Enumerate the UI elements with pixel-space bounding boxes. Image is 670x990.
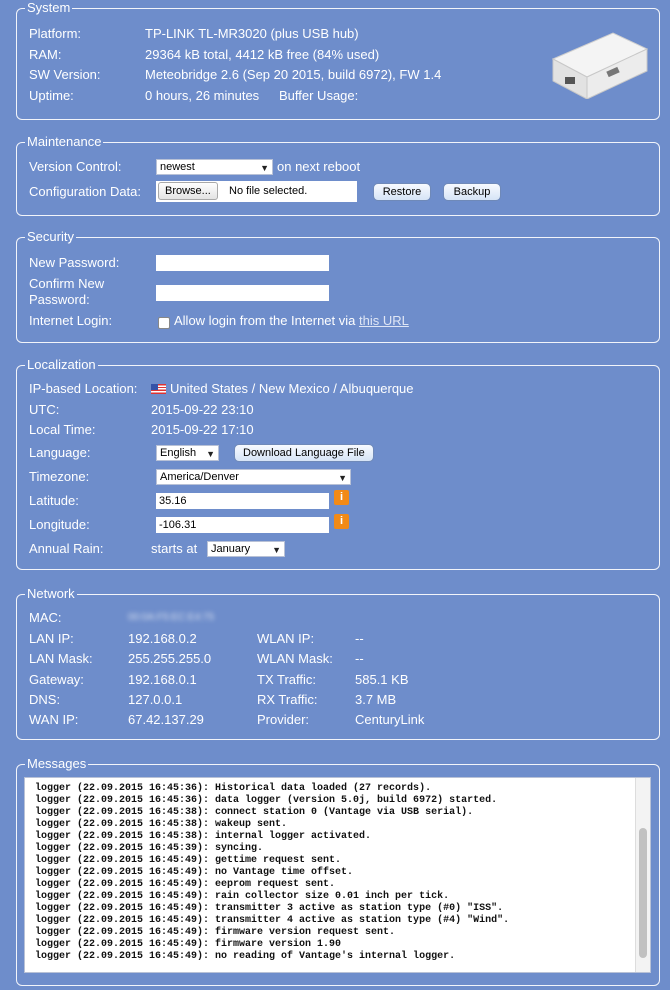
uptime-value: 0 hours, 26 minutes (145, 88, 260, 103)
localization-title: Localization (27, 357, 96, 372)
dns-value: 127.0.0.1 (128, 692, 183, 707)
new-password-label: New Password: (29, 255, 120, 270)
messages-log-area[interactable] (24, 777, 651, 973)
rain-month-value: January (211, 543, 251, 555)
messages-scrollbar[interactable] (635, 778, 650, 972)
mac-value: 00:0A:F5:EC:E4:75 (128, 612, 215, 623)
localization-section (16, 357, 660, 570)
rain-prefix: starts at (151, 541, 198, 556)
confirm-password-label-line2: Password: (29, 292, 90, 307)
provider-value: CenturyLink (355, 712, 425, 727)
timezone-select[interactable] (156, 469, 351, 485)
local-time-value: 2015-09-22 17:10 (151, 422, 254, 437)
wlan-ip-value: -- (355, 631, 364, 646)
language-value: English (160, 447, 197, 459)
network-title: Network (27, 586, 75, 601)
latitude-label: Latitude: (29, 493, 79, 508)
wan-ip-label: WAN IP: (29, 712, 79, 727)
chevron-down-icon: ▼ (272, 545, 281, 555)
timezone-value: America/Denver (160, 471, 239, 483)
utc-value: 2015-09-22 23:10 (151, 402, 254, 417)
restore-button[interactable]: Restore (373, 183, 431, 201)
dns-label: DNS: (29, 692, 61, 707)
maintenance-section (16, 134, 660, 216)
confirm-password-input[interactable] (156, 285, 329, 301)
download-language-button[interactable]: Download Language File (234, 444, 374, 462)
security-title: Security (27, 229, 74, 244)
version-control-value: newest (160, 161, 195, 173)
longitude-info-icon[interactable]: i (334, 514, 349, 529)
allow-login-label: Allow login from the Internet via (174, 313, 356, 328)
confirm-password-label-line1: Confirm New (29, 276, 105, 291)
messages-log-text: logger (22.09.2015 16:45:36): Historical data loaded (27 records). logger (22.09.2015 16:45:36): data logger (version 5.0j, build 6972) started. logger (22.09.2015 16:45:38): connect station 0 (Vantage via USB serial). logger (22.09.2015 16:45:38): wakeup sent. logger (22.09.2015 16:45:38): internal logger activated. logger (22.09.2015 16:45:39): syncing. logger (22.09.2015 16:45:49): gettime request sent. logger (22.09.2015 16:45:49): no Vantage time offset. logger (22.09.2015 16:45:49): eeprom request sent. logger (22.09.2015 16:45:49): rain collector size 0.01 inch per tick. logger (22.09.2015 16:45:49): transmitter 3 active as station type (#0) "ISS". logger (22.09.2015 16:45:49): transmitter 4 active as station type (#4) "Wind". logger (22.09.2015 16:45:49): firmware version request sent. logger (22.09.2015 16:45:49): firmware version 1.90 logger (22.09.2015 16:45:49): no reading of Vantage's internal logger. (35, 783, 510, 962)
annual-rain-label: Annual Rain: (29, 541, 104, 556)
timezone-label: Timezone: (29, 469, 90, 484)
messages-section (16, 756, 660, 986)
allow-login-text (174, 313, 409, 329)
maintenance-title: Maintenance (27, 134, 102, 149)
backup-button[interactable]: Backup (443, 183, 501, 201)
messages-title: Messages (27, 756, 87, 771)
latitude-info-icon[interactable]: i (334, 490, 349, 505)
allow-internet-login-checkbox[interactable] (158, 317, 170, 329)
system-section (16, 0, 660, 120)
sw-version-value: Meteobridge 2.6 (Sep 20 2015, build 6972), FW 1.4 (145, 67, 442, 82)
chevron-down-icon: ▼ (338, 473, 347, 483)
lan-ip-value: 192.168.0.2 (128, 631, 197, 646)
new-password-input[interactable] (156, 255, 329, 271)
provider-label: Provider: (257, 712, 310, 727)
latitude-input[interactable]: 35.16 (156, 493, 329, 509)
ip-location (151, 381, 414, 397)
system-title: System (27, 0, 71, 15)
wlan-ip-label: WLAN IP: (257, 631, 315, 646)
ram-label: RAM: (29, 47, 62, 62)
security-section (16, 229, 660, 343)
rain-month-select[interactable] (207, 541, 285, 557)
us-flag-icon (151, 384, 166, 394)
config-data-label: Configuration Data: (29, 184, 142, 199)
router-device-image (543, 19, 653, 99)
version-control-label: Version Control: (29, 159, 122, 174)
lan-mask-value: 255.255.255.0 (128, 651, 212, 666)
local-time-label: Local Time: (29, 422, 96, 437)
file-picker (156, 181, 357, 202)
wlan-mask-value: -- (355, 651, 364, 666)
longitude-label: Longitude: (29, 517, 90, 532)
gateway-value: 192.168.0.1 (128, 672, 197, 687)
rx-traffic-label: RX Traffic: (257, 692, 318, 707)
wan-ip-value: 67.42.137.29 (128, 712, 204, 727)
longitude-input[interactable]: -106.31 (156, 517, 329, 533)
ip-location-value: United States / New Mexico / Albuquerque (170, 381, 414, 396)
buffer-usage-label: Buffer Usage: (279, 88, 359, 103)
gateway-label: Gateway: (29, 672, 84, 687)
browse-button[interactable]: Browse... (158, 182, 218, 200)
uptime-label: Uptime: (29, 88, 74, 103)
version-suffix: on next reboot (277, 159, 361, 174)
network-section (16, 586, 660, 740)
tx-traffic-label: TX Traffic: (257, 672, 316, 687)
language-select[interactable] (156, 445, 219, 461)
ram-value: 29364 kB total, 4412 kB free (84% used) (145, 47, 380, 62)
language-label: Language: (29, 445, 91, 460)
version-control-select[interactable] (156, 159, 273, 175)
file-status: No file selected. (229, 185, 308, 197)
sw-version-label: SW Version: (29, 67, 101, 82)
rx-traffic-value: 3.7 MB (355, 692, 397, 707)
platform-label: Platform: (29, 26, 82, 41)
platform-value: TP-LINK TL-MR3020 (plus USB hub) (145, 26, 359, 41)
utc-label: UTC: (29, 402, 60, 417)
chevron-down-icon: ▼ (260, 163, 269, 173)
tx-traffic-value: 585.1 KB (355, 672, 409, 687)
lan-ip-label: LAN IP: (29, 631, 74, 646)
scrollbar-thumb[interactable] (639, 828, 647, 958)
internet-login-label: Internet Login: (29, 313, 113, 328)
ip-location-label: IP-based Location: (29, 381, 138, 396)
lan-mask-label: LAN Mask: (29, 651, 93, 666)
chevron-down-icon: ▼ (206, 449, 215, 459)
mac-label: MAC: (29, 610, 62, 625)
login-url-link[interactable]: this URL (359, 313, 409, 328)
wlan-mask-label: WLAN Mask: (257, 651, 333, 666)
